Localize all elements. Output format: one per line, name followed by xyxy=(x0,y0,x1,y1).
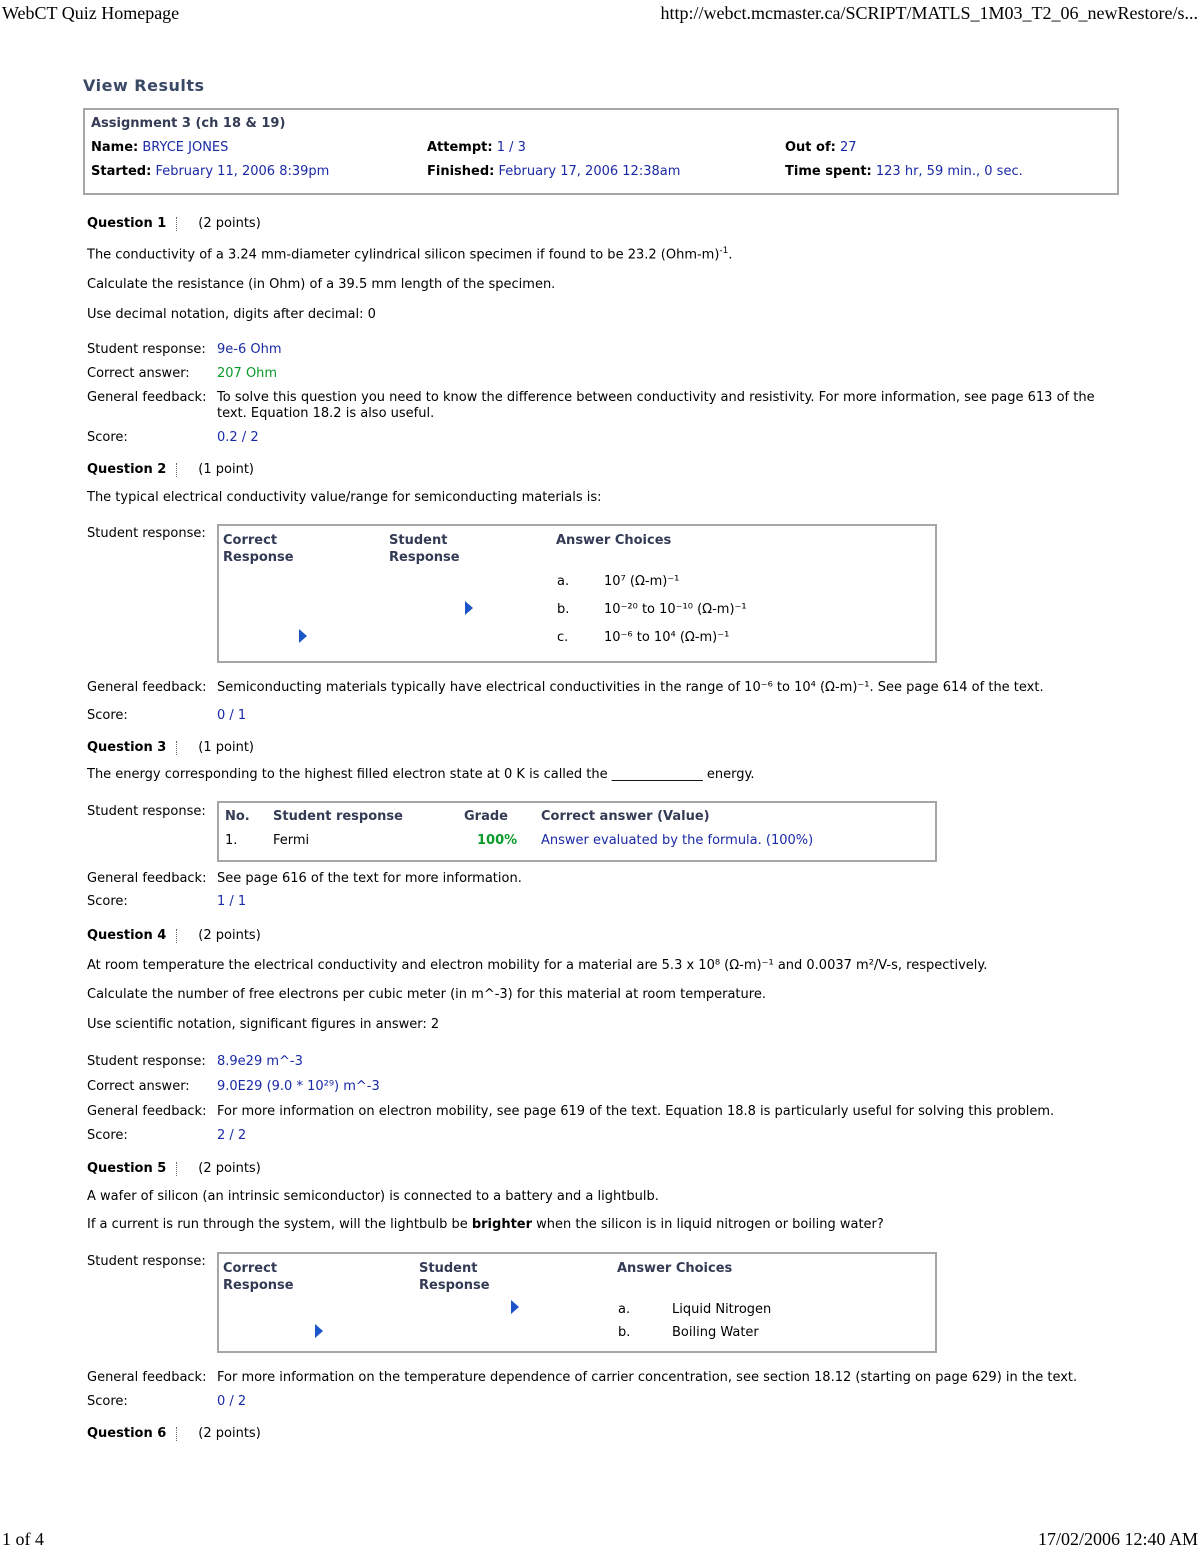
q2-student-response-label: Student response: xyxy=(87,526,206,541)
question-2-text: The typical electrical conductivity value/range for semiconducting materials is: xyxy=(87,490,602,505)
q1-correct-answer: Correct answer: 207 Ohm xyxy=(87,366,278,381)
print-timestamp: 17/02/2006 12:40 AM xyxy=(1037,1529,1198,1549)
choice-letter: a. xyxy=(618,1302,631,1317)
q4-feedback: General feedback: For more information on electron mobility, see page 619 of the text. Equation 18.8 is particularly useful for solving this problem. xyxy=(87,1104,1055,1119)
student-name: Name: BRYCE JONES xyxy=(91,140,229,155)
row-no: 1. xyxy=(225,833,238,848)
question-6-header: Question 6 (2 points) xyxy=(87,1426,261,1441)
choice-a: Liquid Nitrogen xyxy=(672,1302,772,1317)
started-time: Started: February 11, 2006 8:39pm xyxy=(91,164,330,179)
question-4-header: Question 4 (2 points) xyxy=(87,928,261,943)
choice-letter: b. xyxy=(618,1325,631,1340)
student-selection-arrow-icon xyxy=(511,1300,519,1314)
col-grade: Grade xyxy=(464,809,508,824)
question-4-format: Use scientific notation, significant figures in answer: 2 xyxy=(87,1017,440,1032)
assignment-title: Assignment 3 (ch 18 & 19) xyxy=(91,116,286,131)
print-header-url: http://webct.mcmaster.ca/SCRIPT/MATLS_1M03_T2_06_newRestore/s... xyxy=(660,3,1198,23)
print-header xyxy=(0,3,1200,27)
separator-icon xyxy=(176,929,190,943)
student-response-header: Student Response xyxy=(389,533,460,565)
question-1-text: The conductivity of a 3.24 mm-diameter cylindrical silicon specimen if found to be 23.2 $(Ohm-m)^{-1}$. xyxy=(87,246,733,263)
separator-icon xyxy=(176,741,190,755)
question-3-text: The energy corresponding to the highest filled electron state at 0 K is called the ______________ energy. xyxy=(87,767,755,782)
q3-score: Score: 1 / 1 xyxy=(87,894,247,909)
choice-letter: c. xyxy=(557,630,569,645)
q2-choices-table xyxy=(217,524,937,663)
row-response: Fermi xyxy=(273,833,310,848)
col-correct-answer: Correct answer (Value) xyxy=(541,809,710,824)
q4-correct-answer: Correct answer: 9.0E29 (9.0 * 10²⁹) m^-3 xyxy=(87,1079,380,1094)
q1-feedback: General feedback: To solve this question you need to know the difference between conductivity and resistivity. For more information, see page 613 of the text. Equation 18.2 is also useful. xyxy=(87,390,1095,421)
q1-student-response: Student response: 9e-6 Ohm xyxy=(87,342,282,357)
q5-score: Score: 0 / 2 xyxy=(87,1394,247,1409)
question-4-instruction: Calculate the number of free electrons per cubic meter (in m^-3) for this material at room temperature. xyxy=(87,987,766,1002)
separator-icon xyxy=(176,217,190,231)
q3-student-response-label: Student response: xyxy=(87,804,206,819)
q5-feedback: General feedback: For more information on the temperature dependence of carrier concentration, see section 18.12 (starting on page 629) in the text. xyxy=(87,1370,1078,1385)
question-3-header: Question 3 (1 point) xyxy=(87,740,254,755)
q5-choices-table xyxy=(217,1252,937,1353)
question-4-text: At room temperature the electrical conductivity and electron mobility for a material are 5.3 x 10⁸ (Ω-m)⁻¹ and 0.0037 m²/V-s, respectively. xyxy=(87,958,988,973)
print-header-title: WebCT Quiz Homepage xyxy=(2,3,180,23)
out-of: Out of: 27 xyxy=(785,140,857,155)
choice-b: 10⁻²⁰ to 10⁻¹⁰ (Ω-m)⁻¹ xyxy=(604,602,747,617)
correct-response-header: Correct Response xyxy=(223,533,294,565)
q1-score: Score: 0.2 / 2 xyxy=(87,430,259,445)
q2-score: Score: 0 / 1 xyxy=(87,708,247,723)
correct-selection-arrow-icon xyxy=(299,629,307,643)
attempt-summary xyxy=(83,108,1119,195)
time-spent: Time spent: 123 hr, 59 min., 0 sec. xyxy=(785,164,1023,179)
q4-student-response: Student response: 8.9e29 m^-3 xyxy=(87,1054,303,1069)
print-footer xyxy=(0,1529,1200,1553)
student-response-header: Student Response xyxy=(419,1261,490,1293)
choice-letter: a. xyxy=(557,574,570,589)
col-no: No. xyxy=(225,809,250,824)
choice-a: 10⁷ (Ω-m)⁻¹ xyxy=(604,574,680,589)
q4-score: Score: 2 / 2 xyxy=(87,1128,247,1143)
q3-feedback: General feedback: See page 616 of the text for more information. xyxy=(87,871,522,886)
row-grade: 100% xyxy=(477,833,518,848)
separator-icon xyxy=(176,463,190,477)
answer-choices-header: Answer Choices xyxy=(617,1261,733,1276)
page-count: 1 of 4 xyxy=(2,1529,44,1549)
student-selection-arrow-icon xyxy=(465,601,473,615)
choice-letter: b. xyxy=(557,602,570,617)
q5-student-response-label: Student response: xyxy=(87,1254,206,1269)
answer-choices-header: Answer Choices xyxy=(556,533,672,548)
question-1-instruction: Calculate the resistance (in Ohm) of a 39.5 mm length of the specimen. xyxy=(87,277,556,292)
row-value: Answer evaluated by the formula. (100%) xyxy=(541,833,814,848)
separator-icon xyxy=(176,1427,190,1441)
question-5-text: A wafer of silicon (an intrinsic semiconductor) is connected to a battery and a lightbulb. xyxy=(87,1189,659,1204)
finished-time: Finished: February 17, 2006 12:38am xyxy=(427,164,681,179)
correct-response-header: Correct Response xyxy=(223,1261,294,1293)
question-5-header: Question 5 (2 points) xyxy=(87,1161,261,1176)
col-student-response: Student response xyxy=(273,809,403,824)
correct-selection-arrow-icon xyxy=(315,1324,323,1338)
attempt-count: Attempt: 1 / 3 xyxy=(427,140,526,155)
page-title: View Results xyxy=(83,76,205,95)
question-1-header: Question 1 (2 points) xyxy=(87,216,261,231)
choice-c: 10⁻⁶ to 10⁴ (Ω-m)⁻¹ xyxy=(604,630,730,645)
separator-icon xyxy=(176,1162,190,1176)
question-2-header: Question 2 (1 point) xyxy=(87,462,254,477)
question-5-question: If a current is run through the system, will the lightbulb be brighter when the silicon is in liquid nitrogen or boiling water? xyxy=(87,1217,884,1232)
question-1-format: Use decimal notation, digits after decimal: 0 xyxy=(87,307,376,322)
q3-response-table xyxy=(217,801,937,862)
choice-b: Boiling Water xyxy=(672,1325,759,1340)
q2-feedback: General feedback: Semiconducting materials typically have electrical conductivities in the range of 10⁻⁶ to 10⁴ (Ω-m)⁻¹. See page 614 of the text. xyxy=(87,680,1044,695)
